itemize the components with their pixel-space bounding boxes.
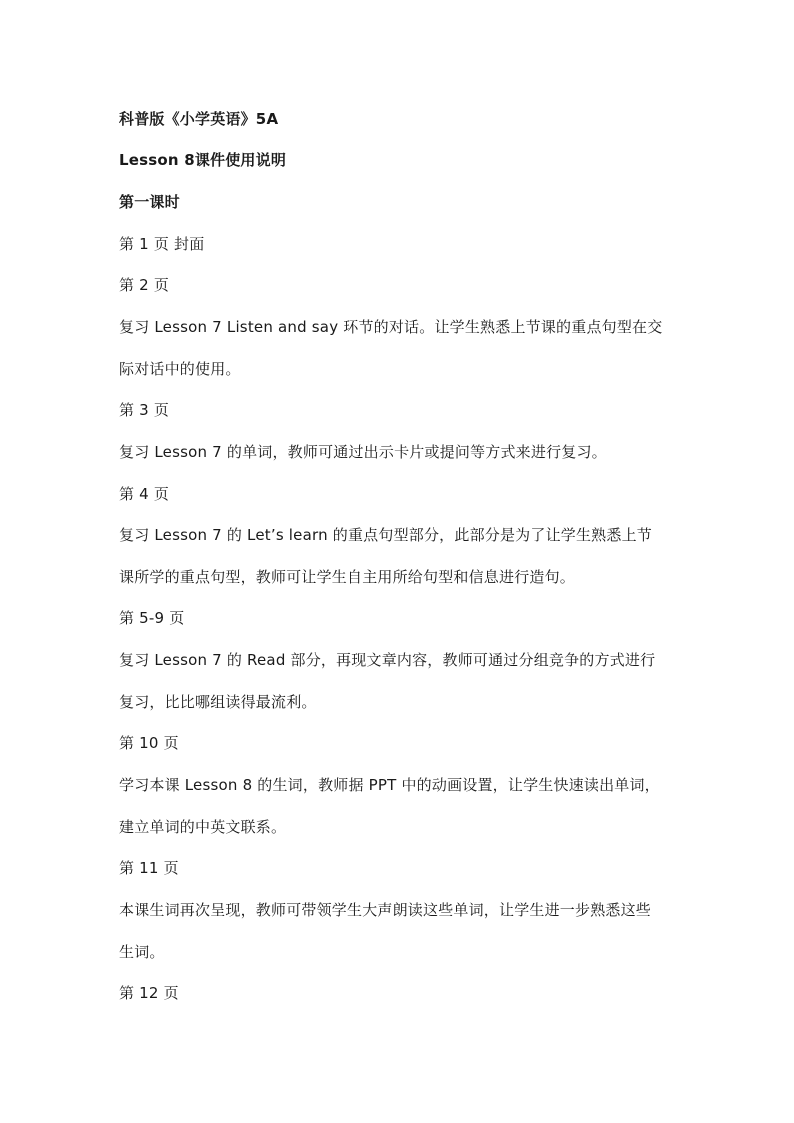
section-heading-page-5-9: 第 5-9 页 [119,609,185,627]
section-body-page-2-line-1: 复习 Lesson 7 Listen and say 环节的对话。让学生熟悉上节课的重点句型在交 [119,318,663,336]
section-body-page-2-line-2: 际对话中的使用。 [119,360,241,378]
section-body-page-10-line-1: 学习本课 Lesson 8 的生词，教师据 PPT 中的动画设置，让学生快速读出单词， [119,776,660,794]
section-body-page-5-9-line-1: 复习 Lesson 7 的 Read 部分，再现文章内容，教师可通过分组竞争的方式进行 [119,651,656,669]
section-body-page-11-line-2: 生词。 [119,943,165,961]
section-heading-page-11: 第 11 页 [119,859,179,877]
section-body-page-4-line-1: 复习 Lesson 7 的 Let’s learn 的重点句型部分，此部分是为了让学生熟悉上节 [119,526,652,544]
section-heading-page-2: 第 2 页 [119,276,170,294]
section-heading-page-3: 第 3 页 [119,401,170,419]
section-heading-page-10: 第 10 页 [119,734,179,752]
section-body-page-11-line-1: 本课生词再次呈现，教师可带领学生大声朗读这些单词，让学生进一步熟悉这些 [119,901,652,919]
section-heading-page-4: 第 4 页 [119,485,170,503]
section-body-page-4-line-2: 课所学的重点句型，教师可让学生自主用所给句型和信息进行造句。 [119,568,576,586]
period-heading: 第一课时 [119,193,180,211]
section-heading-page-1: 第 1 页 封面 [119,235,205,253]
document-title: 科普版《小学英语》5A [119,110,279,128]
section-body-page-10-line-2: 建立单词的中英文联系。 [119,818,287,836]
section-heading-page-12: 第 12 页 [119,984,179,1002]
section-body-page-3-line-1: 复习 Lesson 7 的单词，教师可通过出示卡片或提问等方式来进行复习。 [119,443,607,461]
section-body-page-5-9-line-2: 复习，比比哪组读得最流利。 [119,693,317,711]
document-subtitle: Lesson 8课件使用说明 [119,151,287,169]
